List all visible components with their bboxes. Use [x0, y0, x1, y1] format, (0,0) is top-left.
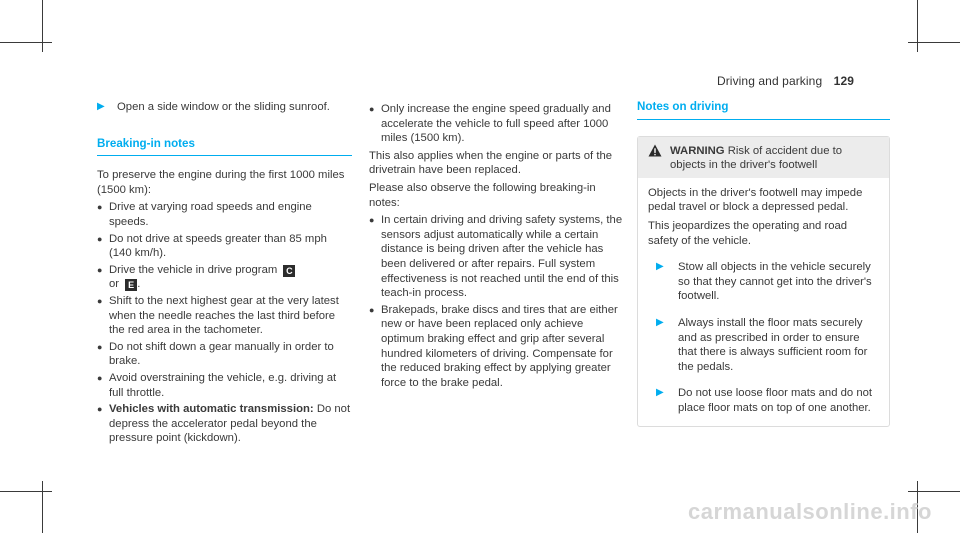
arrow-right-icon: ▶: [656, 387, 664, 399]
list-item: ● Do not shift down a gear manually in order to brake.: [97, 340, 334, 368]
bullet-icon: ●: [97, 404, 103, 415]
step-item: ▶ Do not use loose floor mats and do not place floor mats on top of one another.: [648, 386, 879, 415]
period-text: .: [137, 278, 141, 291]
paragraph: This also applies when the engine or parts of the drivetrain have been replaced.: [369, 149, 613, 177]
bullet-icon: ●: [97, 202, 103, 213]
auto-transmission-label: Vehicles with automatic transmission:: [109, 403, 314, 416]
bullet-icon: ●: [97, 372, 103, 383]
paragraph: This jeopardizes the operating and road safety of the vehicle.: [648, 219, 848, 247]
crop-mark-tl-h: [0, 42, 52, 43]
section-title-breaking-in: Breaking-in notes: [97, 137, 352, 157]
step-text: Open a side window or the sliding sunroof.: [117, 101, 330, 113]
warning-triangle-icon: [648, 144, 670, 173]
list-item: [97, 402, 352, 446]
crop-mark-br-h: [908, 491, 960, 492]
crop-mark-tr-h: [908, 42, 960, 43]
drive-program-c-icon: C: [283, 265, 295, 277]
step-item: ▶ Stow all objects in the vehicle securely so that they cannot get into the driver's footwell.: [648, 260, 879, 304]
header-title: Driving and parking: [716, 74, 823, 88]
crop-mark-tl-v: [42, 0, 43, 52]
auto-transmission-text: Do not depress the accelerator pedal beyond the pressure point (kickdown).: [109, 403, 351, 445]
bullet-icon: ●: [97, 341, 103, 352]
arrow-right-icon: ▶: [97, 101, 105, 112]
list-item: [97, 263, 352, 292]
section-title-notes-on-driving: Notes on driving: [637, 100, 890, 120]
warning-label: WARNING: [670, 144, 725, 157]
list-item: ● In certain driving and driving safety systems, the sensors adjust automatically while a certain distance is being driven after the vehicle has been delivered or after repairs. Full system effectiveness is not reached until the end of this teach-in process.: [369, 214, 623, 300]
warning-text: Risk of accident due to objects in the driver's footwell: [670, 144, 843, 172]
watermark: carmanualsonline.info: [688, 499, 932, 524]
column-left: [97, 100, 352, 448]
bullet-icon: ●: [369, 304, 375, 315]
bullet-icon: ●: [97, 233, 103, 244]
drive-program-text: Drive the vehicle in drive program: [109, 263, 278, 276]
step-item: [97, 100, 352, 115]
column-middle: [369, 100, 624, 392]
step-item: ▶ Always install the floor mats securely and as prescribed in order to ensure that there is always sufficient room for the pedals.: [648, 316, 879, 374]
warning-box: [637, 136, 890, 427]
bullet-icon: ●: [369, 104, 375, 114]
crop-mark-bl-h: [0, 491, 52, 492]
list-item: ● Do not drive at speeds greater than 85 mph (140 km/h).: [97, 232, 327, 260]
list-item: ● Only increase the engine speed gradually and accelerate the vehicle to full speed after 1000 miles (1500 km).: [369, 103, 611, 145]
column-right: [637, 100, 890, 427]
page-header: [717, 74, 854, 88]
crop-mark-bl-v: [42, 481, 43, 533]
list-item: ● Shift to the next highest gear at the very latest when the needle reaches the last third before the red area in the tachometer.: [97, 294, 339, 337]
drive-program-e-icon: E: [125, 279, 137, 291]
warning-header: [638, 137, 889, 178]
crop-mark-tr-v: [917, 0, 918, 52]
or-text: or: [109, 278, 120, 291]
paragraph: Please also observe the following breaking-in notes:: [369, 181, 596, 209]
warning-body: [638, 178, 889, 426]
bullet-icon: ●: [369, 215, 375, 226]
paragraph: Objects in the driver's footwell may impede pedal travel or block a depressed pedal.: [648, 186, 863, 214]
bullet-icon: ●: [97, 264, 103, 275]
list-item: ● Brakepads, brake discs and tires that are either new or have been replaced only achieve optimum braking effect and grip after several hundred kilometers of driving. Compensate for the reduced braking effect by applying greater force to the brake pedal.: [369, 303, 618, 389]
arrow-right-icon: ▶: [656, 316, 664, 328]
bullet-icon: ●: [97, 295, 103, 306]
intro-text: To preserve the engine during the first 1000 miles (1500 km):: [97, 169, 345, 196]
list-item: ● Drive at varying road speeds and engine speeds.: [97, 201, 312, 228]
arrow-right-icon: ▶: [656, 261, 664, 273]
list-item: ● Avoid overstraining the vehicle, e.g. driving at full throttle.: [97, 371, 337, 399]
page-number: 129: [833, 74, 854, 88]
